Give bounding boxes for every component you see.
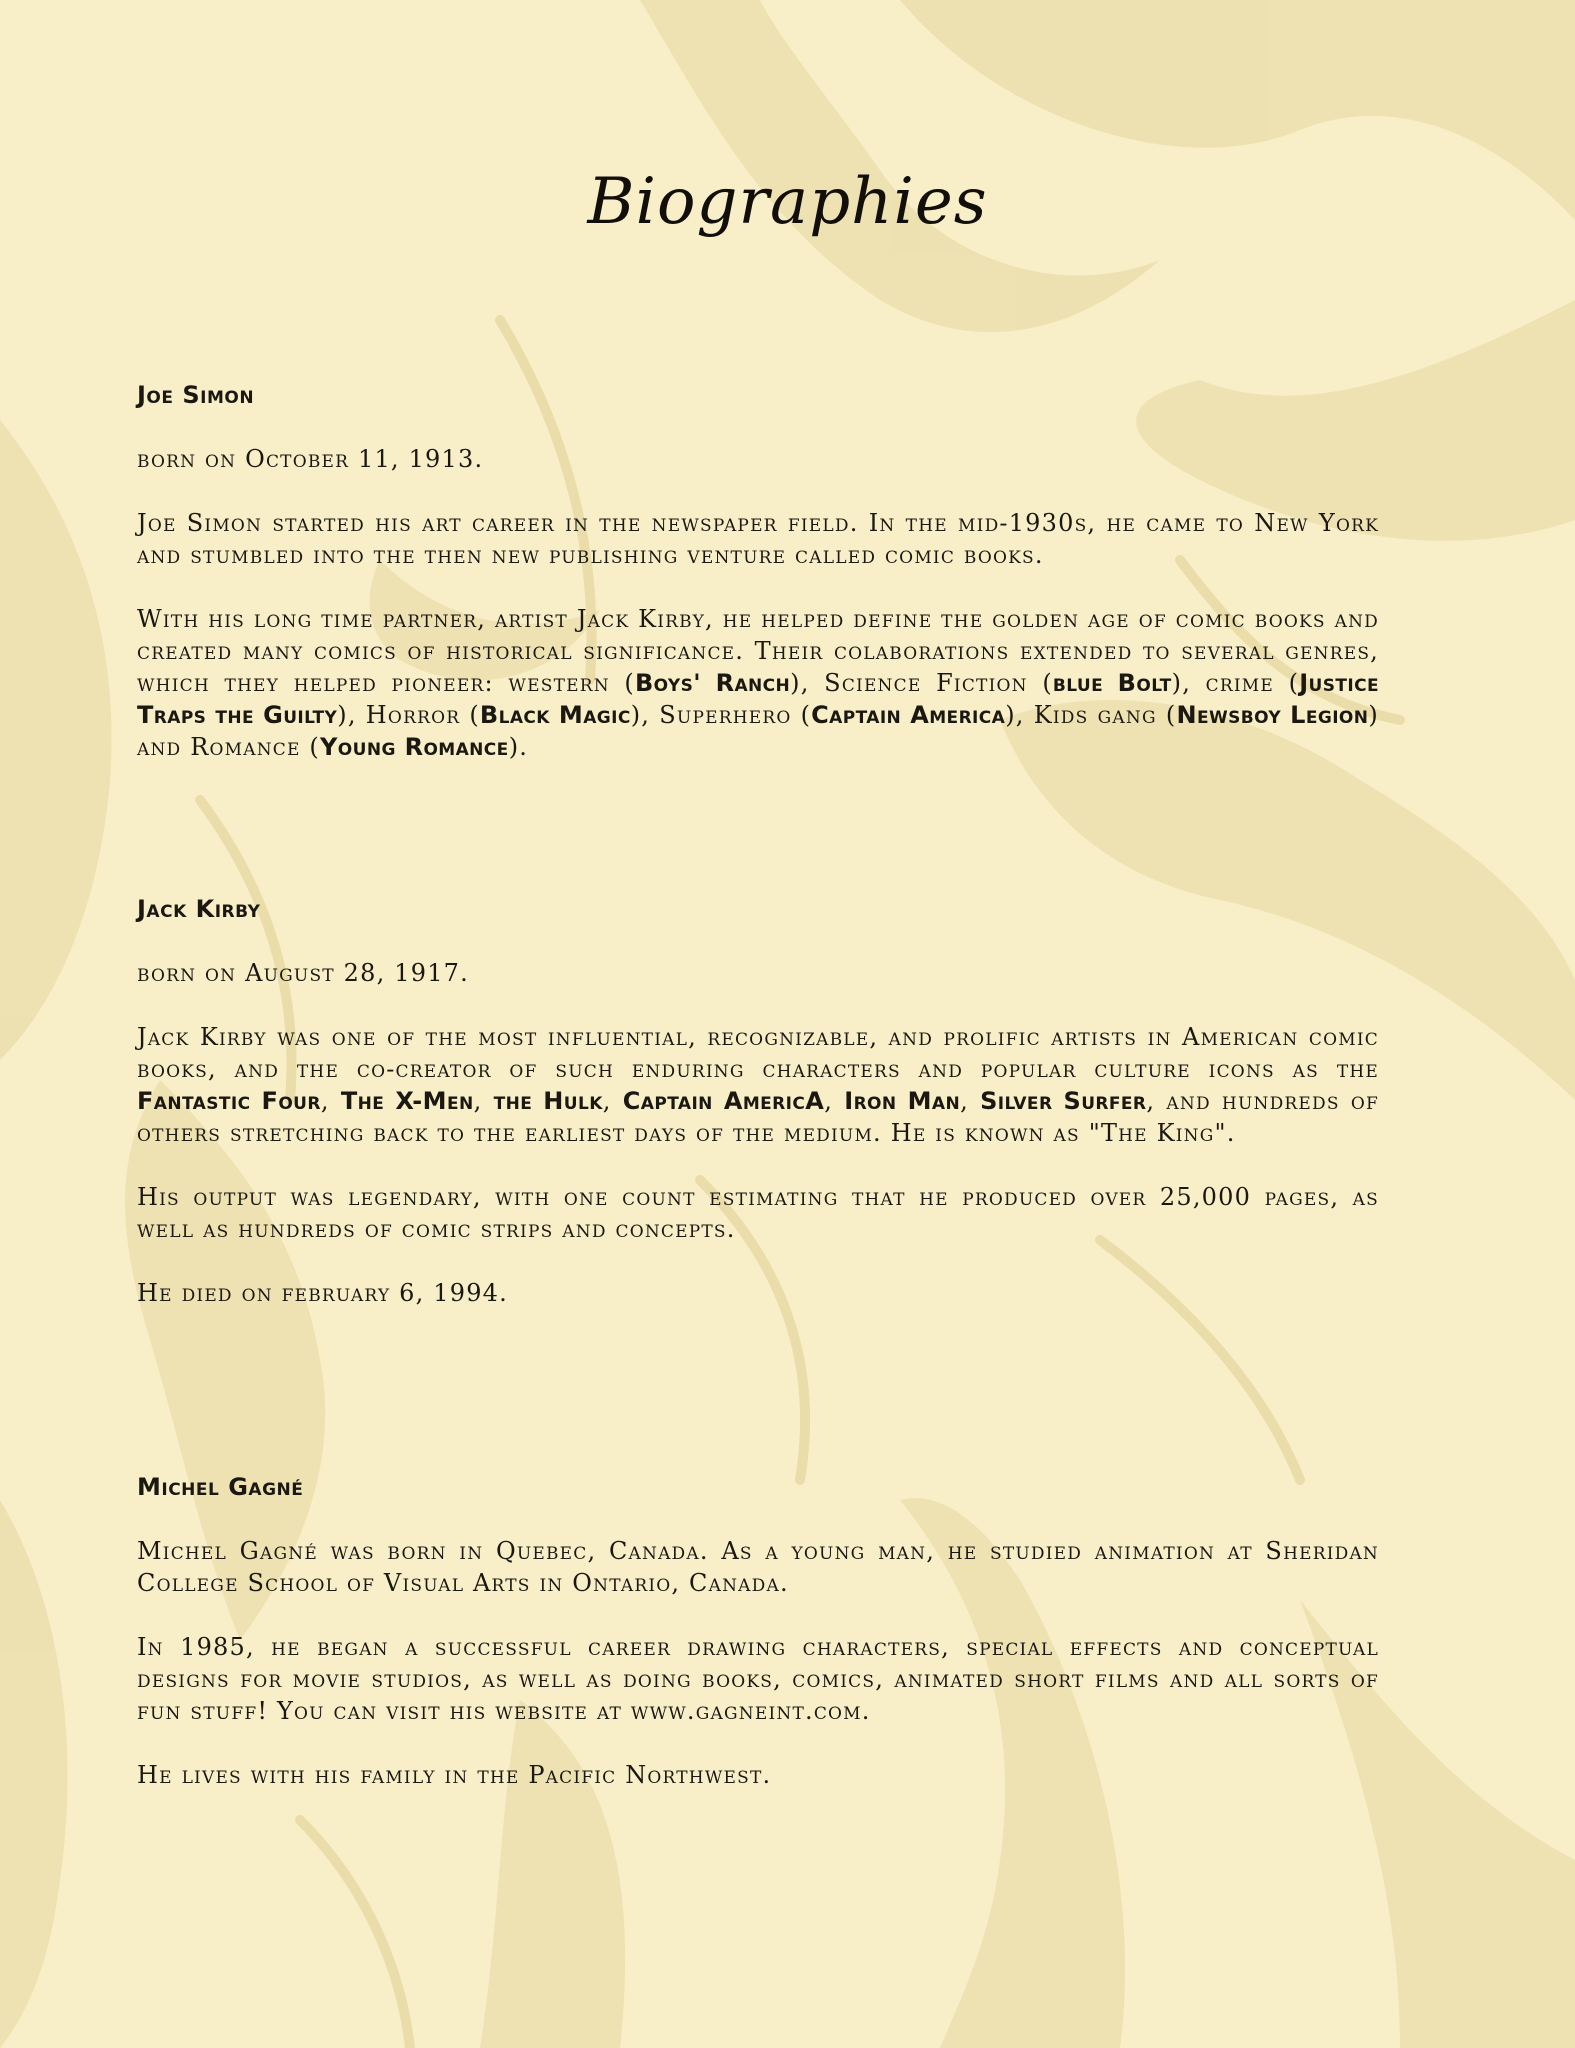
bio-paragraph: He lives with his family in the Pacific Northwest. <box>137 1761 772 1789</box>
comic-title: Black Magic <box>479 701 631 729</box>
comic-title: Justice Traps the Guilty <box>137 669 1379 729</box>
comic-title: Boys' Ranch <box>634 669 791 697</box>
character-title: Iron Man <box>844 1087 961 1115</box>
bio-name: Joe Simon <box>137 381 255 409</box>
page-title: Biographies <box>587 165 988 239</box>
bio-paragraph: Joe Simon started his art career in the newspaper field. In the mid-1930s, he came to New York and stumbled into the then new publishing venture called comic books. <box>137 509 1379 569</box>
comic-title: Young Romance <box>320 733 509 761</box>
comic-title: blue Bolt <box>1052 669 1172 697</box>
bio-paragraph: Michel Gagné was born in Quebec, Canada. As a young man, he studied animation at Sheridan College School of Visual Arts in Ontario, Canada. <box>137 1537 1379 1597</box>
bio-name: Michel Gagné <box>137 1473 304 1501</box>
bio-paragraph: His output was legendary, with one count estimating that he produced over 25,000 pages, as well as hundreds of comic strips and concepts. <box>137 1183 1379 1243</box>
character-title: The X-Men <box>340 1087 474 1115</box>
bio-paragraph: In 1985, he began a successful career drawing characters, special effects and conceptual designs for movie studios, as well as doing books, comics, animated short films and all sorts of fun stuff! You can visit his website at www.gagneint.com. <box>137 1633 1379 1725</box>
bio-born: born on August 28, 1917. <box>137 959 469 987</box>
bio-joe-simon <box>137 379 1379 763</box>
bio-born: born on October 11, 1913. <box>137 445 484 473</box>
character-title: the Hulk <box>493 1087 603 1115</box>
character-title: Silver Surfer <box>980 1087 1147 1115</box>
bio-michel-gagne <box>137 1471 1379 1791</box>
comic-title: Captain America <box>811 701 1006 729</box>
bio-paragraph: Jack Kirby was one of the most influential, recognizable, and prolific artists in American comic books, and the co-creator of such enduring characters and popular culture icons as the Fantastic Four, The X-Men, the Hulk, Captain AmericA, Iron Man, Silver Surfer, and hundreds of others stretching back to the earliest days of the medium. He is known as "The King". <box>137 1023 1379 1147</box>
comic-title: Newsboy Legion <box>1176 701 1369 729</box>
bio-death: He died on february 6, 1994. <box>137 1279 508 1307</box>
character-title: Captain AmericA <box>622 1087 825 1115</box>
bio-jack-kirby <box>137 893 1379 1309</box>
character-title: Fantastic Four <box>137 1087 321 1115</box>
bio-paragraph: With his long time partner, artist Jack Kirby, he helped define the golden age of comic books and created many comics of historical significance. Their colaborations extended to several genres, which they helped pioneer: western (Boys' Ranch), Science Fiction (blue Bolt), crime (Justice Traps the Guilty), Horror (Black Magic), Superhero (Captain America), Kids gang (Newsboy Legion) and Romance (Young Romance). <box>137 605 1379 761</box>
bio-name: Jack Kirby <box>137 895 261 923</box>
